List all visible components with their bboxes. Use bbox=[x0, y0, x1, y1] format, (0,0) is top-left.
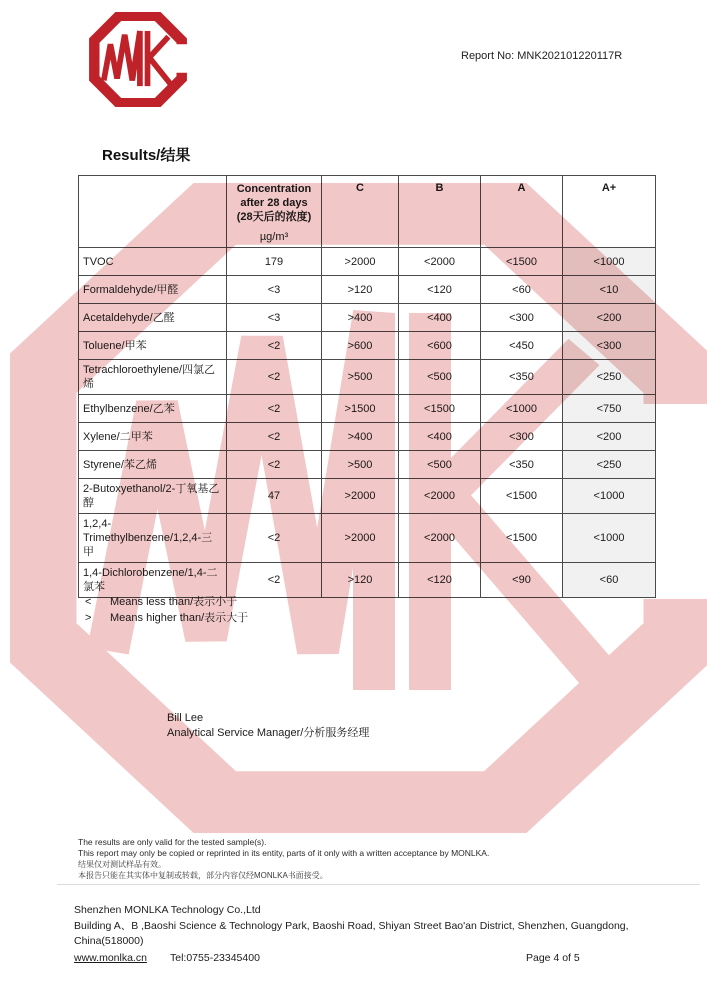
substance-label: 1,2,4-Trimethylbenzene/1,2,4-三甲 bbox=[79, 514, 227, 563]
value-cell: <2 bbox=[227, 360, 322, 395]
value-cell: >2000 bbox=[322, 248, 399, 276]
value-cell: <2000 bbox=[399, 514, 481, 563]
value-cell: <1500 bbox=[481, 248, 563, 276]
report-number: Report No: MNK202101220117R bbox=[461, 50, 623, 62]
disclaimer-line-1: The results are only valid for the tested sample(s). bbox=[78, 837, 267, 847]
header-unit: µg/m³ bbox=[259, 231, 289, 243]
disclaimer-line-4: 本报告只能在其实体中复制或转载，部分内容仅经MONLKA书面接受。 bbox=[78, 871, 328, 880]
company-address-line1: Building A、B ,Baoshi Science & Technology Park, Baoshi Road, Shiyan Street Bao'an District, Shenzhen, Guangdong, bbox=[74, 919, 629, 932]
footer-divider bbox=[57, 884, 700, 885]
disclaimer-line-2: This report may only be copied or reprinted in its entity, parts of it only with a written acceptance by MONLKA. bbox=[78, 848, 490, 858]
value-cell: <350 bbox=[481, 360, 563, 395]
value-cell: <300 bbox=[481, 304, 563, 332]
less-than-symbol: < bbox=[85, 596, 92, 608]
monlka-logo-icon bbox=[88, 12, 188, 107]
value-cell: <120 bbox=[399, 276, 481, 304]
legend-less-than bbox=[85, 594, 248, 610]
value-cell: <1000 bbox=[563, 248, 656, 276]
less-than-text: Means less than/表示小于 bbox=[110, 596, 238, 608]
value-cell: >400 bbox=[322, 423, 399, 451]
value-cell: <200 bbox=[563, 304, 656, 332]
value-cell: <400 bbox=[399, 304, 481, 332]
value-cell: <2000 bbox=[399, 479, 481, 514]
website-link[interactable]: www.monlka.cn bbox=[74, 951, 147, 964]
value-cell: <2 bbox=[227, 563, 322, 598]
legend bbox=[85, 594, 248, 626]
value-cell: <3 bbox=[227, 276, 322, 304]
value-cell: <450 bbox=[481, 332, 563, 360]
value-cell: <600 bbox=[399, 332, 481, 360]
value-cell: >2000 bbox=[322, 479, 399, 514]
value-cell: <1000 bbox=[563, 514, 656, 563]
value-cell: <350 bbox=[481, 451, 563, 479]
header-concentration bbox=[227, 176, 322, 248]
signer-name: Bill Lee bbox=[167, 712, 204, 724]
table-row bbox=[79, 304, 656, 332]
value-cell: <1500 bbox=[399, 395, 481, 423]
value-cell: <2 bbox=[227, 332, 322, 360]
value-cell: <10 bbox=[563, 276, 656, 304]
results-table bbox=[78, 175, 656, 598]
value-cell: >600 bbox=[322, 332, 399, 360]
substance-label: Xylene/二甲苯 bbox=[79, 423, 227, 451]
higher-than-text: Means higher than/表示大于 bbox=[110, 612, 249, 624]
value-cell: <500 bbox=[399, 360, 481, 395]
header-class-aplus: A+ bbox=[563, 176, 656, 248]
value-cell: >2000 bbox=[322, 514, 399, 563]
table-row bbox=[79, 332, 656, 360]
header-class-c: C bbox=[322, 176, 399, 248]
table-row bbox=[79, 395, 656, 423]
substance-label: TVOC bbox=[79, 248, 227, 276]
table-row bbox=[79, 423, 656, 451]
header-concentration-line2: after 28 days bbox=[240, 197, 308, 209]
value-cell: <2 bbox=[227, 514, 322, 563]
table-row bbox=[79, 360, 656, 395]
value-cell: <400 bbox=[399, 423, 481, 451]
header-class-b: B bbox=[399, 176, 481, 248]
table-row bbox=[79, 563, 656, 598]
value-cell: <60 bbox=[563, 563, 656, 598]
value-cell: <500 bbox=[399, 451, 481, 479]
value-cell: >1500 bbox=[322, 395, 399, 423]
company-address-line2: China(518000) bbox=[74, 935, 144, 947]
value-cell: <300 bbox=[563, 332, 656, 360]
signer-title: Analytical Service Manager/分析服务经理 bbox=[167, 727, 370, 739]
substance-label: Tetrachloroethylene/四氯乙烯 bbox=[79, 360, 227, 395]
value-cell: >500 bbox=[322, 451, 399, 479]
value-cell: <1000 bbox=[563, 479, 656, 514]
value-cell: <2 bbox=[227, 395, 322, 423]
value-cell: <60 bbox=[481, 276, 563, 304]
table-row bbox=[79, 451, 656, 479]
table-row bbox=[79, 248, 656, 276]
value-cell: >400 bbox=[322, 304, 399, 332]
value-cell: >500 bbox=[322, 360, 399, 395]
company-name: Shenzhen MONLKA Technology Co.,Ltd bbox=[74, 904, 261, 916]
header-concentration-line1: Concentration bbox=[236, 183, 312, 195]
value-cell: <120 bbox=[399, 563, 481, 598]
value-cell: <2 bbox=[227, 451, 322, 479]
header-substance bbox=[79, 176, 227, 248]
value-cell: >120 bbox=[322, 563, 399, 598]
value-cell: 47 bbox=[227, 479, 322, 514]
table-row bbox=[79, 514, 656, 563]
disclaimer-line-3: 结果仅对测试样品有效。 bbox=[78, 860, 166, 869]
substance-label: 1,4-Dichlorobenzene/1,4-二氯苯 bbox=[79, 563, 227, 598]
header-concentration-line3: (28天后的浓度) bbox=[236, 211, 312, 223]
company-footer bbox=[74, 903, 700, 967]
value-cell: <90 bbox=[481, 563, 563, 598]
value-cell: <200 bbox=[563, 423, 656, 451]
value-cell: <250 bbox=[563, 360, 656, 395]
substance-label: Acetaldehyde/乙醛 bbox=[79, 304, 227, 332]
company-bottom-row bbox=[74, 951, 700, 967]
substance-label: 2-Butoxyethanol/2-丁氧基乙醇 bbox=[79, 479, 227, 514]
higher-than-symbol: > bbox=[85, 612, 92, 624]
telephone: Tel:0755-23345400 bbox=[170, 951, 260, 964]
substance-label: Styrene/苯乙烯 bbox=[79, 451, 227, 479]
disclaimer bbox=[78, 837, 489, 881]
value-cell: <3 bbox=[227, 304, 322, 332]
value-cell: <2 bbox=[227, 423, 322, 451]
page-number: Page 4 of 5 bbox=[526, 951, 580, 964]
value-cell: <2000 bbox=[399, 248, 481, 276]
value-cell: <1000 bbox=[481, 395, 563, 423]
table-header-row bbox=[79, 176, 656, 248]
table-row bbox=[79, 276, 656, 304]
value-cell: <1500 bbox=[481, 479, 563, 514]
value-cell: >120 bbox=[322, 276, 399, 304]
table-row bbox=[79, 479, 656, 514]
value-cell: <250 bbox=[563, 451, 656, 479]
substance-label: Ethylbenzene/乙苯 bbox=[79, 395, 227, 423]
header-class-a: A bbox=[481, 176, 563, 248]
value-cell: <1500 bbox=[481, 514, 563, 563]
substance-label: Toluene/甲苯 bbox=[79, 332, 227, 360]
value-cell: 179 bbox=[227, 248, 322, 276]
value-cell: <750 bbox=[563, 395, 656, 423]
substance-label: Formaldehyde/甲醛 bbox=[79, 276, 227, 304]
signature-block bbox=[167, 711, 369, 741]
value-cell: <300 bbox=[481, 423, 563, 451]
legend-higher-than bbox=[85, 610, 248, 626]
results-title: Results/结果 bbox=[102, 147, 191, 164]
